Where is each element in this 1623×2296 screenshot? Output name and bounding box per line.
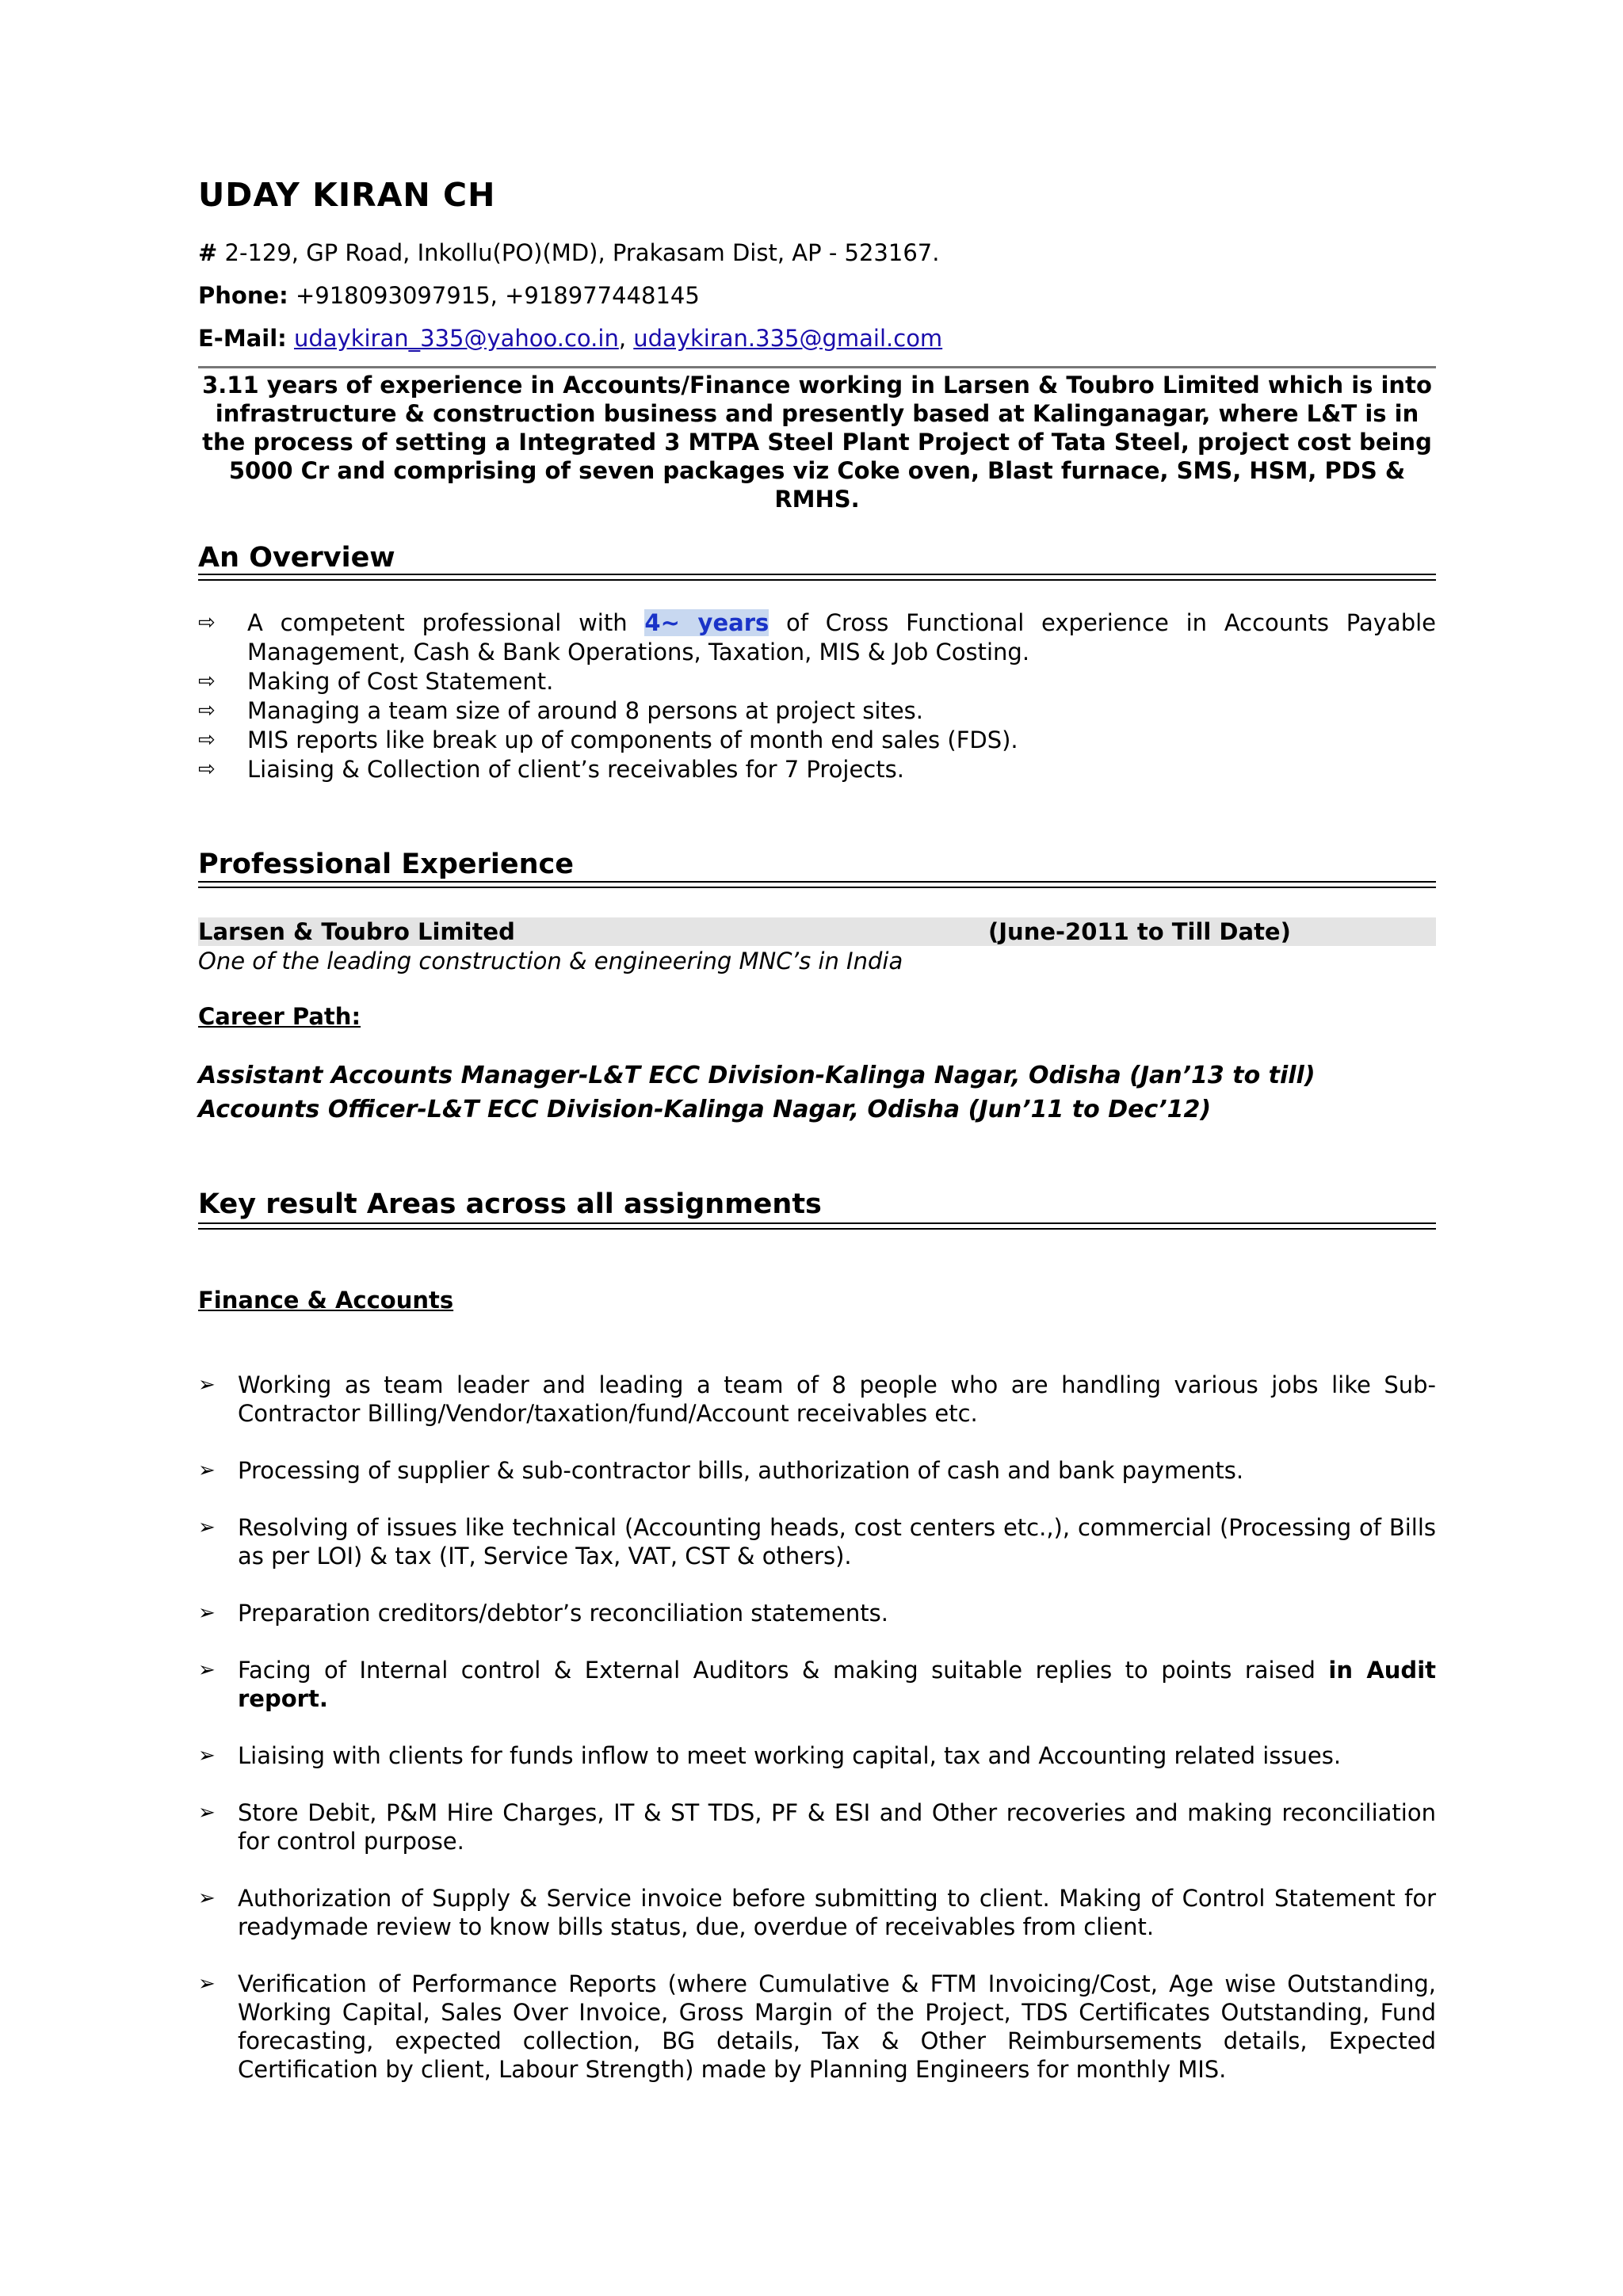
arrowhead-bullet-icon: ➢ bbox=[198, 1744, 216, 1768]
arrowhead-bullet-icon: ➢ bbox=[198, 1601, 216, 1625]
email-separator: , bbox=[618, 325, 634, 352]
list-item bbox=[198, 1884, 1436, 1941]
kra-item-text: Authorization of Supply & Service invoice before submitting to client. Making of Control Statement for readymade review to know bills status, due, overdue of receivables from client. bbox=[238, 1885, 1436, 1940]
list-item bbox=[198, 755, 1436, 784]
arrowhead-bullet-icon: ➢ bbox=[198, 1658, 216, 1682]
overview-divider bbox=[198, 574, 1436, 581]
arrowhead-bullet-icon: ➢ bbox=[198, 1801, 216, 1825]
highlighted-years: 4~ years bbox=[644, 609, 769, 636]
list-item bbox=[198, 1371, 1436, 1428]
arrowhead-bullet-icon: ➢ bbox=[198, 1516, 216, 1539]
overview-item-text: A competent professional with bbox=[247, 609, 645, 636]
list-item bbox=[198, 1599, 1436, 1627]
list-item bbox=[198, 726, 1436, 755]
list-item bbox=[198, 1798, 1436, 1855]
kra-item-text: Preparation creditors/debtor’s reconciliation statements. bbox=[238, 1600, 888, 1627]
arrow-bullet-icon: ⇨ bbox=[198, 757, 216, 781]
employment-dates: (June-2011 to Till Date) bbox=[988, 918, 1291, 945]
email-link-gmail[interactable]: udaykiran.335@gmail.com bbox=[633, 325, 943, 352]
kra-item-text: Working as team leader and leading a team of 8 people who are handling various jobs like Sub-Contractor Billing/Vendor/taxation/fund/Account receivables etc. bbox=[238, 1371, 1436, 1427]
kra-heading: Key result Areas across all assignments bbox=[198, 1188, 822, 1220]
employer-row bbox=[198, 917, 1436, 946]
employer-name: Larsen & Toubro Limited bbox=[198, 918, 515, 945]
arrowhead-bullet-icon: ➢ bbox=[198, 1972, 216, 1996]
arrow-bullet-icon: ⇨ bbox=[198, 669, 216, 693]
phone-line bbox=[198, 282, 700, 309]
list-item bbox=[198, 1656, 1436, 1713]
address-text: 2-129, GP Road, Inkollu(PO)(MD), Prakasam Dist, AP - 523167. bbox=[217, 239, 940, 266]
overview-item-text: Liaising & Collection of client’s receivables for 7 Projects. bbox=[247, 756, 904, 783]
experience-divider bbox=[198, 881, 1436, 888]
roles-list bbox=[198, 1058, 1316, 1127]
address-mark: # bbox=[198, 239, 218, 266]
role-item: Accounts Officer-L&T ECC Division-Kalinga Nagar, Odisha (Jun’11 to Dec’12) bbox=[198, 1096, 1212, 1123]
overview-item-text: MIS reports like break up of components of month end sales (FDS). bbox=[247, 727, 1018, 753]
list-item bbox=[198, 1970, 1436, 2084]
kra-item-text: Verification of Performance Reports (where Cumulative & FTM Invoicing/Cost, Age wise Outstanding, Working Capital, Sales Over Invoice, Gross Margin of the Project, TDS Certificates Outstanding, Fund forecasting, expected collection, BG details, Tax & Other Reimbursements details, Expected Certification by client, Labour Strength) made by Planning Engineers for monthly MIS. bbox=[238, 1970, 1436, 2083]
email-link-yahoo[interactable]: udaykiran_335@yahoo.co.in bbox=[293, 325, 619, 352]
overview-item-text: Making of Cost Statement. bbox=[247, 668, 554, 695]
arrow-bullet-icon: ⇨ bbox=[198, 728, 216, 752]
list-item bbox=[198, 667, 1436, 696]
kra-item-bold: in Audit report. bbox=[238, 1657, 1436, 1712]
kra-list bbox=[198, 1371, 1436, 2112]
kra-item-text: Resolving of issues like technical (Accounting heads, cost centers etc.,), commercial (Processing of Bills as per LOI) & tax (IT, Service Tax, VAT, CST & others). bbox=[238, 1514, 1436, 1569]
list-item bbox=[198, 1513, 1436, 1570]
overview-item-text: of Cross Functional experience in Accounts Payable Management, Cash & Bank Operations, Taxation, MIS & Job Costing. bbox=[247, 609, 1437, 666]
arrowhead-bullet-icon: ➢ bbox=[198, 1886, 216, 1910]
address-line bbox=[198, 239, 939, 266]
experience-heading: Professional Experience bbox=[198, 849, 575, 880]
email-line bbox=[198, 325, 942, 352]
overview-heading: An Overview bbox=[198, 542, 395, 574]
list-item bbox=[198, 696, 1436, 726]
career-path-label: Career Path: bbox=[198, 1003, 361, 1030]
kra-item-text: Processing of supplier & sub-contractor bills, authorization of cash and bank payments. bbox=[238, 1457, 1244, 1484]
kra-divider bbox=[198, 1222, 1436, 1230]
phone-label: Phone: bbox=[198, 282, 288, 309]
kra-item-text: Store Debit, P&M Hire Charges, IT & ST TDS, PF & ESI and Other recoveries and making reconciliation for control purpose. bbox=[238, 1799, 1436, 1855]
profile-summary: 3.11 years of experience in Accounts/Finance working in Larsen & Toubro Limited which is into infrastructure & construction business and presently based at Kalinganagar, where L&T is in the process of setting a Integrated 3 MTPA Steel Plant Project of Tata Steel, project cost being 5000 Cr and comprising of seven packages viz Coke oven, Blast furnace, SMS, HSM, PDS & RMHS. bbox=[202, 372, 1432, 513]
list-item bbox=[198, 608, 1436, 667]
arrow-bullet-icon: ⇨ bbox=[198, 699, 216, 723]
candidate-name: UDAY KIRAN CH bbox=[198, 176, 496, 214]
arrow-bullet-icon: ⇨ bbox=[198, 611, 216, 635]
role-item: Assistant Accounts Manager-L&T ECC Division-Kalinga Nagar, Odisha (Jan’13 to till) bbox=[198, 1062, 1316, 1089]
header-divider bbox=[198, 366, 1436, 368]
overview-item-text: Managing a team size of around 8 persons at project sites. bbox=[247, 697, 923, 724]
email-label: E-Mail: bbox=[198, 325, 287, 352]
finance-accounts-subheading: Finance & Accounts bbox=[198, 1287, 454, 1314]
overview-list bbox=[198, 608, 1436, 784]
arrowhead-bullet-icon: ➢ bbox=[198, 1459, 216, 1482]
kra-item-text: Liaising with clients for funds inflow to meet working capital, tax and Accounting related issues. bbox=[238, 1742, 1342, 1769]
list-item bbox=[198, 1456, 1436, 1485]
phone-text: +918093097915, +918977448145 bbox=[288, 282, 700, 309]
list-item bbox=[198, 1741, 1436, 1770]
kra-item-text: Facing of Internal control & External Auditors & making suitable replies to points raised bbox=[238, 1657, 1329, 1684]
employer-description: One of the leading construction & engineering MNC’s in India bbox=[198, 948, 903, 974]
arrowhead-bullet-icon: ➢ bbox=[198, 1373, 216, 1397]
